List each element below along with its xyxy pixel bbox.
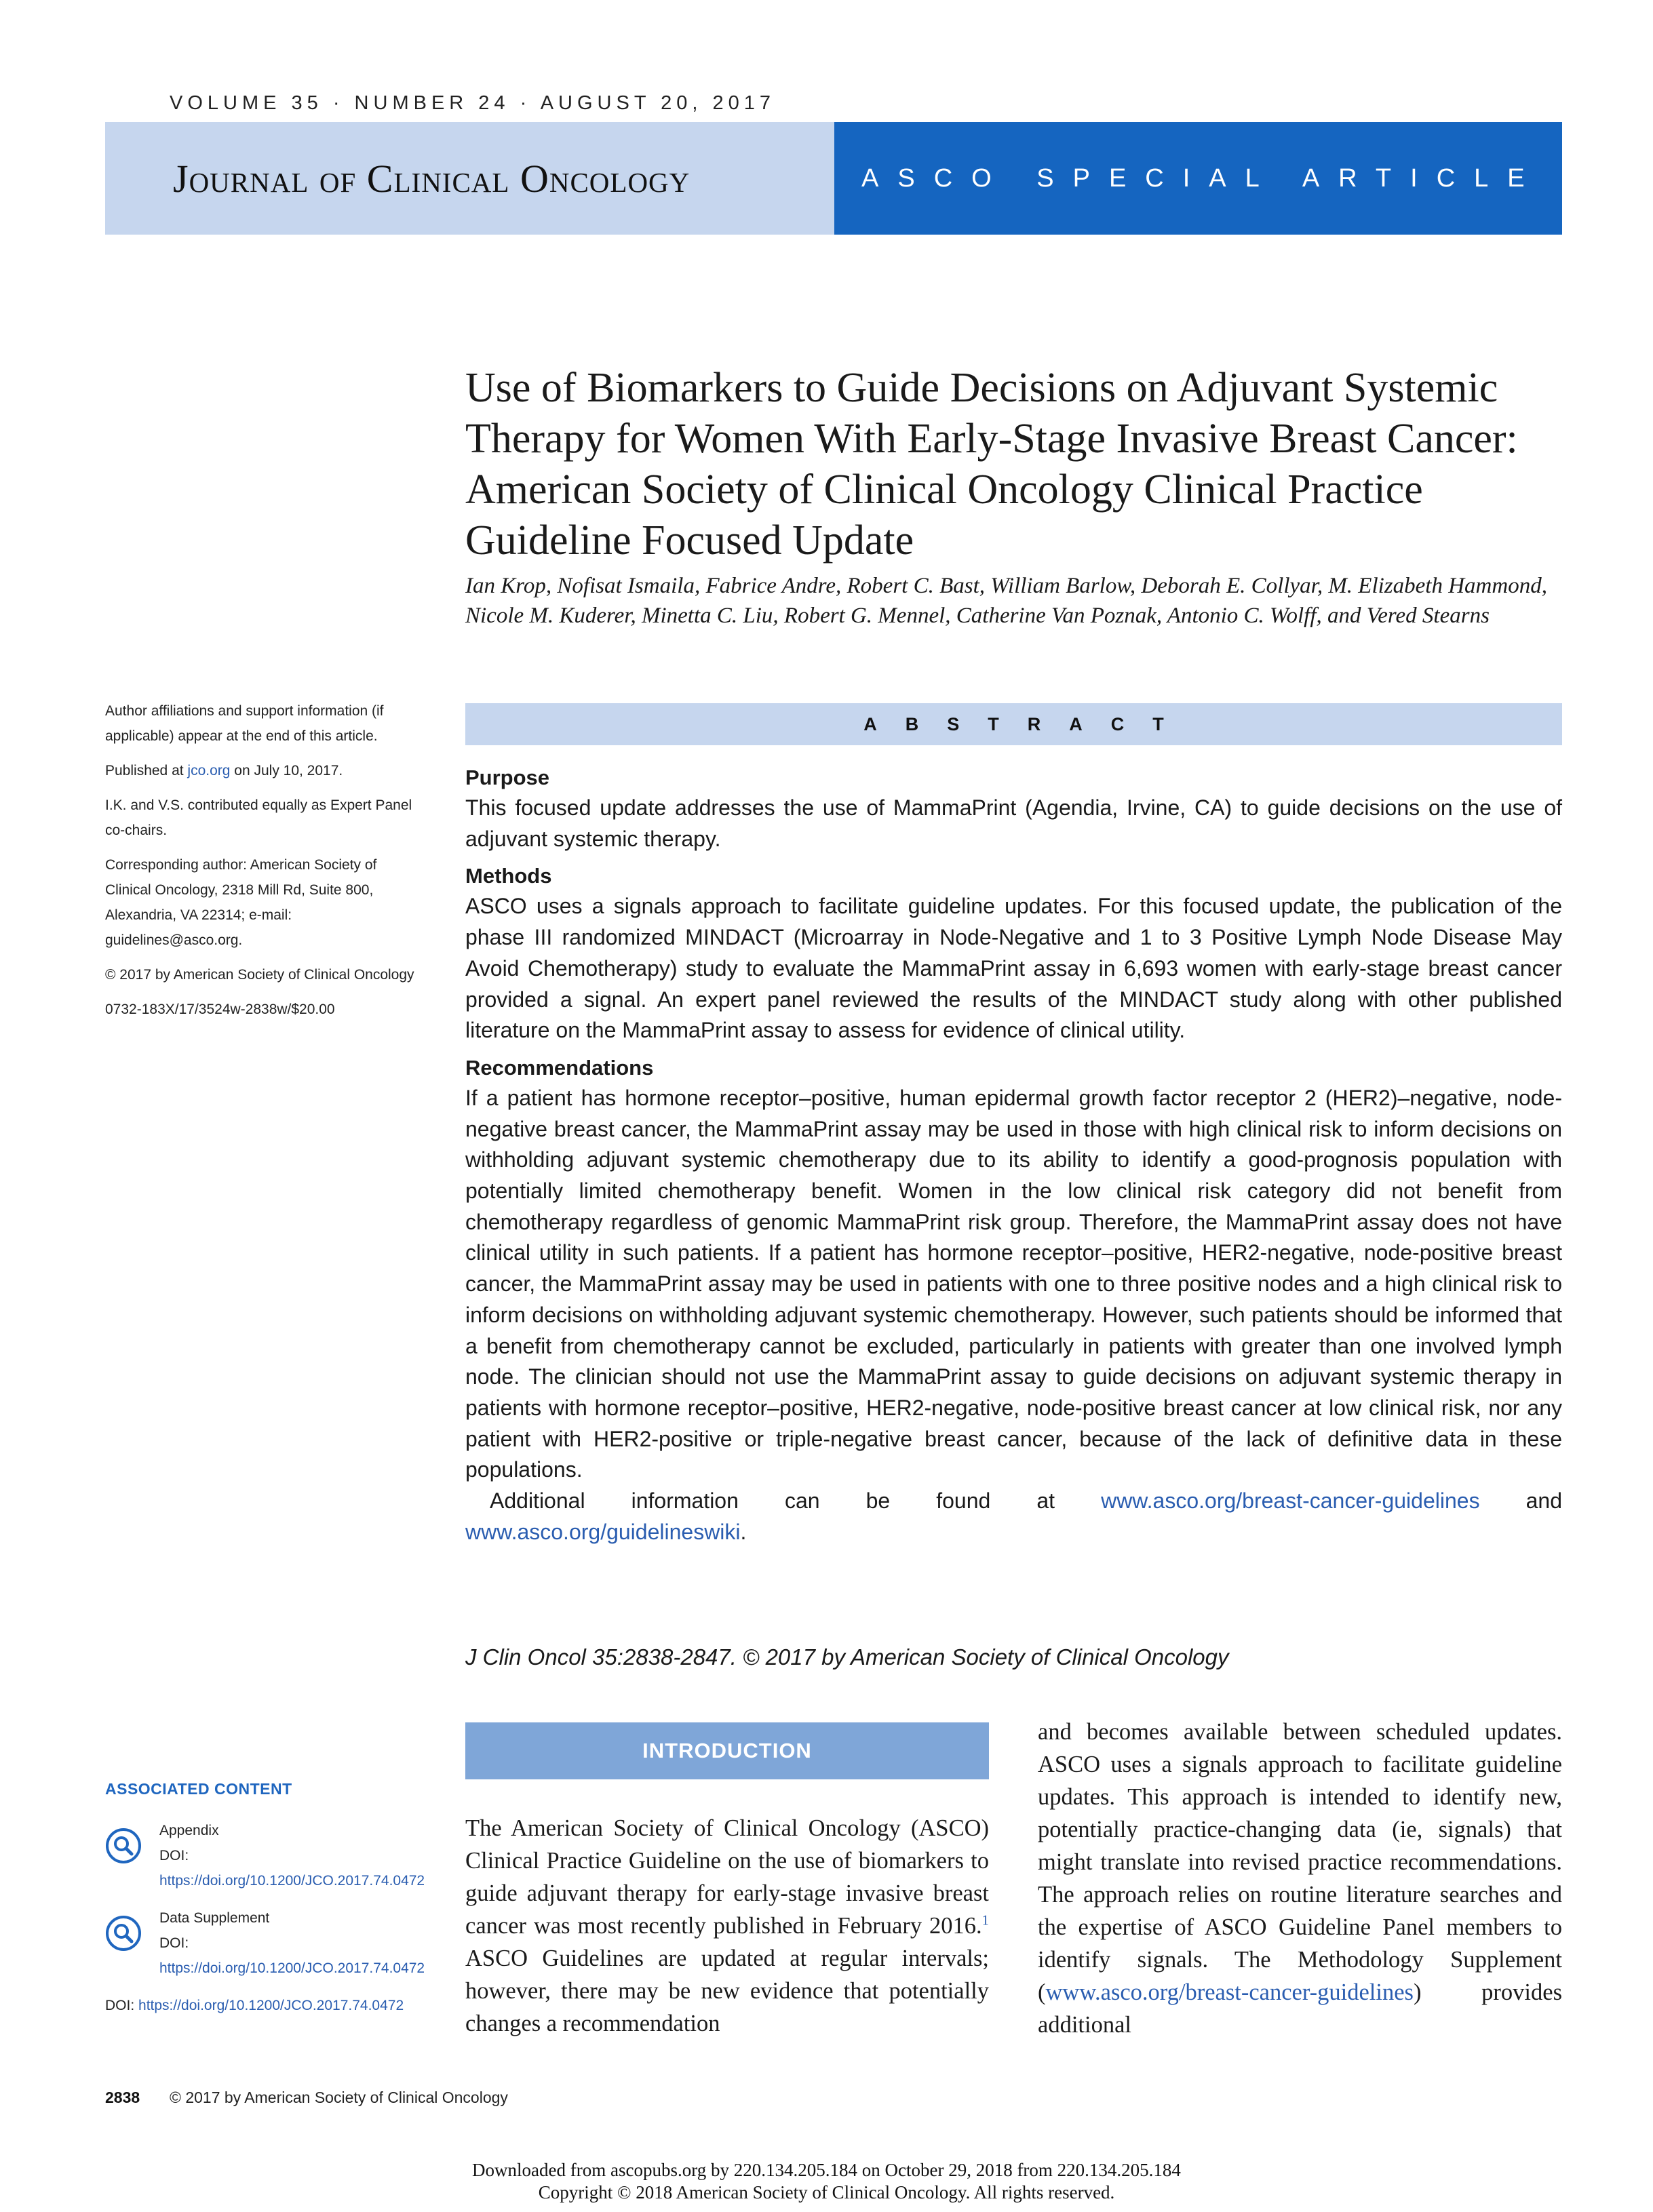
reference-1[interactable]: 1 — [981, 1913, 989, 1929]
introduction-header-bar — [465, 1722, 989, 1779]
appendix-label: Appendix — [159, 1823, 219, 1838]
introduction-column-1 — [465, 1812, 989, 2040]
additional-mid: and — [1479, 1488, 1562, 1514]
published-prefix: Published at — [105, 763, 188, 778]
issn-code: 0732-183X/17/3524w-2838w/$20.00 — [105, 1002, 335, 1017]
abstract-body — [465, 763, 1562, 1554]
magnifier-icon[interactable] — [105, 1828, 142, 1864]
sidebar-copyright: © 2017 by American Society of Clinical Oncology — [105, 967, 414, 983]
data-supplement-doi-link[interactable]: https://doi.org/10.1200/JCO.2017.74.0472 — [159, 1960, 425, 1976]
data-supplement-doi — [159, 1931, 425, 1981]
article-doi — [105, 1993, 417, 2018]
rights-notice: Copyright © 2018 American Society of Clinical Oncology. All rights reserved. — [538, 2182, 1115, 2203]
published-note — [105, 758, 417, 783]
journal-title: Journal of Clinical Oncology — [173, 156, 691, 201]
associated-content-heading: ASSOCIATED CONTENT — [105, 1780, 292, 1798]
data-supplement-doi-prefix: DOI: — [159, 1935, 189, 1951]
jco-link[interactable]: jco.org — [187, 763, 231, 778]
masthead-article-type-band — [834, 122, 1562, 235]
introduction-column-2 — [1038, 1716, 1562, 2041]
intro-col2-text-a: and becomes available between scheduled updates. ASCO uses a signals approach to facilitate guideline updates. This approach is intended to identify new, potentially practice-changing data (ie, signals) that might translate into revised practice recommendations. The approach relies on routine literature searches and the expertise of ASCO Guideline Panel members to identify signals. The Methodology Supplement ( — [1038, 1719, 1562, 2005]
appendix-item[interactable] — [105, 1818, 425, 1893]
additional-prefix: Additional information can be found at — [490, 1488, 1102, 1514]
data-supplement-label: Data Supplement — [159, 1910, 270, 1926]
article-doi-link[interactable]: https://doi.org/10.1200/JCO.2017.74.0472 — [138, 1998, 404, 2013]
data-supplement-item[interactable] — [105, 1905, 425, 1981]
abstract-header-bar — [465, 703, 1562, 745]
appendix-doi-link[interactable]: https://doi.org/10.1200/JCO.2017.74.0472 — [159, 1873, 425, 1889]
article-type-label: ASCO SPECIAL ARTICLE — [861, 163, 1544, 193]
additional-info — [465, 1486, 1562, 1547]
appendix-doi-prefix: DOI: — [159, 1848, 189, 1863]
additional-suffix: . — [740, 1519, 747, 1544]
article-doi-prefix: DOI: — [105, 1998, 139, 2013]
sidebar-notes — [105, 698, 417, 1031]
recommendations-heading: Recommendations — [465, 1055, 654, 1080]
intro-text-a: The American Society of Clinical Oncology (ASCO) Clinical Practice Guideline on the use of biomarkers to guide adjuvant therapy for early-stage invasive breast cancer was most recently published in February 2016. — [465, 1815, 989, 1939]
methodology-supplement-link[interactable]: www.asco.org/breast-cancer-guidelines — [1045, 1979, 1414, 2005]
purpose-heading: Purpose — [465, 766, 550, 789]
abstract-label: ABSTRACT — [863, 713, 1192, 734]
volume-issue-line: VOLUME 35 · NUMBER 24 · AUGUST 20, 2017 — [170, 92, 775, 114]
journal-citation: J Clin Oncol 35:2838-2847. © 2017 by American Society of Clinical Oncology — [465, 1644, 1229, 1670]
recommendations-text: If a patient has hormone receptor–positive, human epidermal growth factor receptor 2 (HER2)–negative, node-negative breast cancer, the MammaPrint assay may be used in those with high clinical risk to inform decisions on withholding adjuvant systemic chemotherapy due to its ability to identify a good-prognosis population with potentially limited chemotherapy benefit. Women in the low clinical risk category did not benefit from chemotherapy regardless of genomic MammaPrint risk group. Therefore, the MammaPrint assay does not have clinical utility in such patients. If a patient has hormone receptor–positive, HER2-negative, node-positive breast cancer, the MammaPrint assay may be used in patients with one to three positive nodes and a high clinical risk to inform decisions on withholding adjuvant systemic chemotherapy. However, such patients should be informed that a benefit from chemotherapy cannot be excluded, particularly in patients with greater than one involved lymph node. The clinician should not use the MammaPrint assay to guide decisions on adjuvant systemic therapy in patients with hormone receptor–positive, HER2-negative, node-positive breast cancer at low clinical risk, nor any patient with HER2-positive or triple-negative breast cancer, because of the lack of definitive data in these populations. — [465, 1085, 1562, 1482]
page-number: 2838 — [105, 2089, 140, 2106]
methods-text: ASCO uses a signals approach to facilitate guideline updates. For this focused update, the publication of the phase III randomized MINDACT (Microarray in Node-Negative and 1 to 3 Positive Lymph Node Disease May Avoid Chemotherapy) study to evaluate the MammaPrint assay in 6,693 women with early-stage breast cancer provided a signal. An expert panel reviewed the results of the MINDACT study along with other published literature on the MammaPrint assay to assess for evidence of clinical utility. — [465, 894, 1562, 1043]
magnifier-icon[interactable] — [105, 1915, 142, 1952]
associated-content — [105, 1777, 425, 2018]
footer-copyright: © 2017 by American Society of Clinical Oncology — [170, 2089, 508, 2106]
download-notice: Downloaded from ascopubs.org by 220.134.205.184 on October 29, 2018 from 220.134.205.184 — [472, 2160, 1181, 2180]
guidelineswiki-link[interactable]: www.asco.org/guidelineswiki — [465, 1519, 741, 1544]
affiliations-note: Author affiliations and support information (if applicable) appear at the end of this article. — [105, 703, 384, 744]
methods-heading: Methods — [465, 864, 552, 888]
corresponding-author: Corresponding author: American Society of Clinical Oncology, 2318 Mill Rd, Suite 800, Alexandria, VA 22314; e-mail: guidelines@asco.org. — [105, 857, 377, 948]
appendix-doi — [159, 1843, 425, 1893]
author-list: Ian Krop, Nofisat Ismaila, Fabrice Andre, Robert C. Bast, William Barlow, Deborah E. Collyar, M. Elizabeth Hammond, Nicole M. Kuderer, Minetta C. Liu, Robert G. Mennel, Catherine Van Poznak, Antonio C. Wolff, and Vered Stearns — [465, 574, 1547, 628]
cochairs-note: I.K. and V.S. contributed equally as Expert Panel co-chairs. — [105, 797, 412, 838]
masthead-journal-band — [105, 122, 834, 235]
breast-guidelines-link[interactable]: www.asco.org/breast-cancer-guidelines — [1101, 1488, 1480, 1514]
purpose-text: This focused update addresses the use of MammaPrint (Agendia, Irvine, CA) to guide decisions on the use of adjuvant systemic therapy. — [465, 795, 1562, 851]
introduction-heading: INTRODUCTION — [642, 1739, 812, 1762]
published-suffix: on July 10, 2017. — [230, 763, 343, 778]
article-title: Use of Biomarkers to Guide Decisions on Adjuvant Systemic Therapy for Women With Early-Stage Invasive Breast Cancer: American Society of Clinical Oncology Clinical Practice Guideline Focused Update — [465, 365, 1518, 564]
intro-text-b: ASCO Guidelines are updated at regular intervals; however, there may be new evidence that potentially changes a recommendation — [465, 1946, 989, 2036]
intro-col2-text-b: ) provides additional — [1038, 1979, 1562, 2038]
